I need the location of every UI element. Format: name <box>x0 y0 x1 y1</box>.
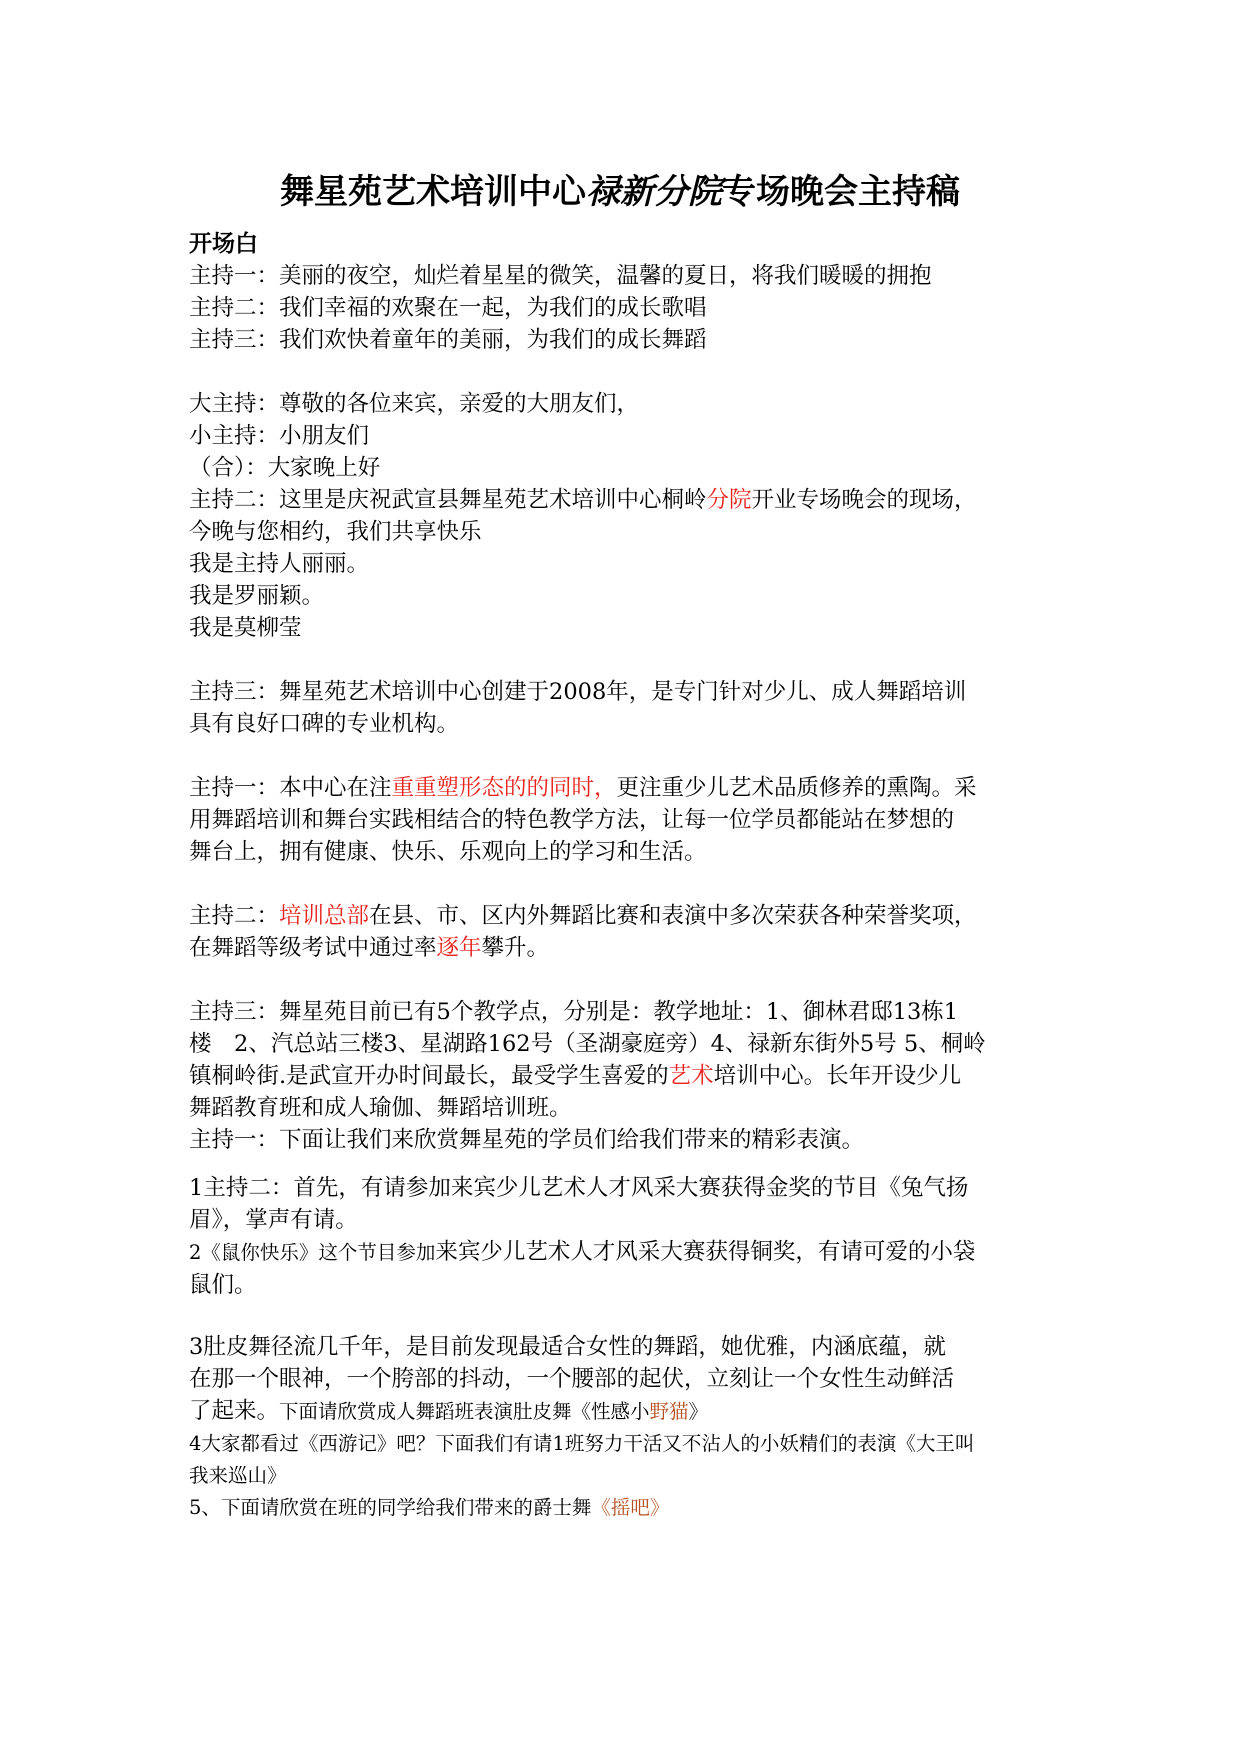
script-line: 主持一：下面让我们来欣赏舞星苑的学员们给我们带来的精彩表演。 <box>189 1127 865 1153</box>
script-line <box>189 484 1069 516</box>
highlighted-text: 培训总部 <box>279 903 370 929</box>
text-run: 更注重少儿艺术品质修养的熏陶。采 <box>616 775 977 801</box>
text-run: 下面请欣赏成人舞蹈班表演肚皮舞《性感小 <box>279 1400 650 1423</box>
script-line: 大主持：尊敬的各位来宾，亲爱的大朋友们， <box>189 391 640 417</box>
text-run: 2《鼠你快乐》这个节目参加 <box>189 1241 436 1264</box>
script-line: 具有良好口碑的专业机构。 <box>189 711 460 737</box>
text-run: 在县、市、区内外舞蹈比赛和表演中多次荣获各种荣誉奖项， <box>369 903 977 929</box>
text-run: 》 <box>688 1400 709 1423</box>
script-line: 我是主持人丽丽。 <box>189 551 370 577</box>
script-line: 楼 2、汽总站三楼3、星湖路162号（圣湖豪庭旁）4、禄新东街外5号 5、桐岭 <box>189 1031 986 1057</box>
script-line: 我是莫柳莹 <box>189 615 302 641</box>
script-line: 舞蹈教育班和成人瑜伽、舞蹈培训班。 <box>189 1095 572 1121</box>
document-title <box>0 170 1240 214</box>
script-line <box>189 1395 1069 1428</box>
script-line: 3肚皮舞径流几千年，是目前发现最适合女性的舞蹈，她优雅，内涵底蕴，就 <box>189 1334 946 1360</box>
text-run: 主持一：本中心在注 <box>189 775 392 801</box>
highlighted-text: 艺术 <box>668 1063 714 1089</box>
script-line <box>189 900 1069 932</box>
script-line: 主持三：舞星苑目前已有5个教学点，分别是：教学地址：1、御林君邸13栋1 <box>189 999 959 1025</box>
script-line: 我来巡山》 <box>189 1464 287 1487</box>
text-run: 主持二： <box>189 903 280 929</box>
text-run: 来宾少儿艺术人才风采大赛获得铜奖，有请可爱的小袋 <box>435 1239 976 1265</box>
script-line: 主持一：美丽的夜空，灿烂着星星的微笑，温馨的夏日，将我们暖暖的拥抱 <box>189 263 932 289</box>
highlighted-text: 野猫 <box>649 1400 689 1423</box>
script-line: 主持三：舞星苑艺术培训中心创建于2008年，是专门针对少儿、成人舞蹈培训 <box>189 679 967 705</box>
script-line <box>189 1492 1069 1524</box>
text-run: 攀升。 <box>481 935 550 961</box>
script-line <box>189 1060 1069 1092</box>
script-line: 在那一个眼神，一个胯部的抖动，一个腰部的起伏，立刻让一个女性生动鲜活 <box>189 1366 955 1392</box>
text-run: 开业专场晚会的现场， <box>751 487 977 513</box>
script-line: 4大家都看过《西游记》吧？下面我们有请1班努力干活又不沾人的小妖精们的表演《大王叫 <box>189 1432 975 1455</box>
text-run: 在舞蹈等级考试中通过率 <box>189 935 437 961</box>
section-heading: 开场白 <box>189 231 258 257</box>
script-body <box>189 228 1069 1524</box>
script-line: 小主持：小朋友们 <box>189 423 370 449</box>
title-part-3: 专场晚会主持稿 <box>722 172 960 212</box>
script-line: （合）：大家晚上好 <box>189 455 381 481</box>
script-line <box>189 772 1069 804</box>
title-part-1: 舞星苑艺术培训中心 <box>280 172 586 212</box>
script-line <box>189 932 1069 964</box>
script-line <box>189 1236 1069 1269</box>
text-run: 镇桐岭街.是武宣开办时间最长，最受学生喜爱的 <box>189 1063 669 1089</box>
script-line: 我是罗丽颖。 <box>189 583 325 609</box>
text-run: 5、下面请欣赏在班的同学给我们带来的爵士舞 <box>189 1496 592 1519</box>
highlighted-text: 逐年 <box>436 935 482 961</box>
text-run: 了起来。 <box>189 1398 280 1424</box>
title-branch-name: 禄新分院 <box>586 172 722 212</box>
script-line: 主持三：我们欢快着童年的美丽，为我们的成长舞蹈 <box>189 327 707 353</box>
script-line: 1主持二：首先，有请参加来宾少儿艺术人才风采大赛获得金奖的节目《兔气扬 <box>189 1175 969 1201</box>
script-line: 今晚与您相约，我们共享快乐 <box>189 519 482 545</box>
script-line: 鼠们。 <box>189 1272 257 1298</box>
script-line: 用舞蹈培训和舞台实践相结合的特色教学方法，让每一位学员都能站在梦想的 <box>189 807 955 833</box>
text-run: 主持二：这里是庆祝武宣县舞星苑艺术培训中心桐岭 <box>189 487 707 513</box>
script-line: 舞台上，拥有健康、快乐、乐观向上的学习和生活。 <box>189 839 707 865</box>
script-line: 主持二：我们幸福的欢聚在一起，为我们的成长歌唱 <box>189 295 707 321</box>
script-line: 眉》，掌声有请。 <box>189 1207 358 1233</box>
highlighted-text: 《摇吧》 <box>591 1496 670 1519</box>
highlighted-text: 重重塑形态的的同时， <box>391 775 617 801</box>
text-run: 培训中心。长年开设少儿 <box>713 1063 962 1089</box>
highlighted-text: 分院 <box>706 487 752 513</box>
